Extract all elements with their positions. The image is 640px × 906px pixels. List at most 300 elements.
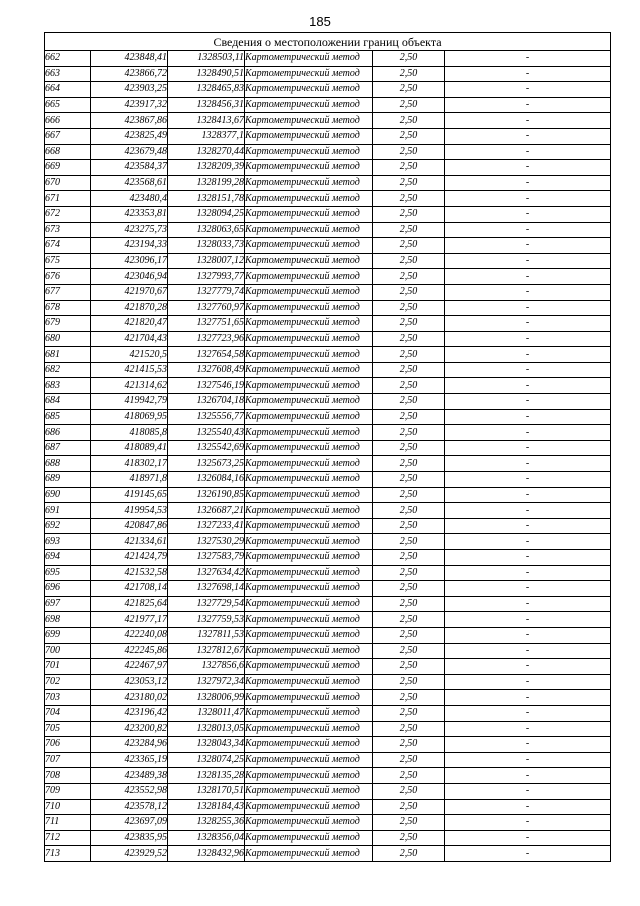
method-cell: Картометрический метод — [245, 674, 373, 690]
y-coordinate-cell: 1327759,53 — [168, 612, 245, 628]
table-row — [45, 284, 611, 300]
point-number-cell: 696 — [45, 581, 91, 597]
method-cell: Картометрический метод — [245, 627, 373, 643]
description-cell: - — [445, 581, 611, 597]
point-number-cell: 676 — [45, 269, 91, 285]
precision-cell: 2,50 — [373, 705, 445, 721]
table-row — [45, 394, 611, 410]
precision-cell: 2,50 — [373, 487, 445, 503]
precision-cell: 2,50 — [373, 175, 445, 191]
precision-cell: 2,50 — [373, 284, 445, 300]
method-cell: Картометрический метод — [245, 518, 373, 534]
table-row — [45, 830, 611, 846]
description-cell: - — [445, 830, 611, 846]
table-row — [45, 300, 611, 316]
description-cell: - — [445, 82, 611, 98]
table-row — [45, 128, 611, 144]
page-number: 185 — [309, 14, 331, 29]
method-cell: Картометрический метод — [245, 269, 373, 285]
point-number-cell: 687 — [45, 440, 91, 456]
x-coordinate-cell: 423903,25 — [91, 82, 168, 98]
method-cell: Картометрический метод — [245, 659, 373, 675]
precision-cell: 2,50 — [373, 144, 445, 160]
description-cell: - — [445, 565, 611, 581]
point-number-cell: 684 — [45, 394, 91, 410]
description-cell: - — [445, 409, 611, 425]
x-coordinate-cell: 423835,95 — [91, 830, 168, 846]
x-coordinate-cell: 423480,4 — [91, 191, 168, 207]
y-coordinate-cell: 1327583,79 — [168, 550, 245, 566]
description-cell: - — [445, 705, 611, 721]
description-cell: - — [445, 191, 611, 207]
table-row — [45, 222, 611, 238]
y-coordinate-cell: 1325542,69 — [168, 440, 245, 456]
y-coordinate-cell: 1327812,67 — [168, 643, 245, 659]
point-number-cell: 680 — [45, 331, 91, 347]
x-coordinate-cell: 422240,08 — [91, 627, 168, 643]
point-number-cell: 698 — [45, 612, 91, 628]
precision-cell: 2,50 — [373, 690, 445, 706]
description-cell: - — [445, 128, 611, 144]
y-coordinate-cell: 1328170,51 — [168, 783, 245, 799]
point-number-cell: 662 — [45, 51, 91, 67]
table-row — [45, 160, 611, 176]
point-number-cell: 673 — [45, 222, 91, 238]
method-cell: Картометрический метод — [245, 846, 373, 862]
y-coordinate-cell: 1328184,43 — [168, 799, 245, 815]
method-cell: Картометрический метод — [245, 768, 373, 784]
boundary-coordinates-table — [44, 32, 611, 862]
method-cell: Картометрический метод — [245, 82, 373, 98]
table-row — [45, 191, 611, 207]
point-number-cell: 708 — [45, 768, 91, 784]
description-cell: - — [445, 284, 611, 300]
method-cell: Картометрический метод — [245, 721, 373, 737]
x-coordinate-cell: 423917,32 — [91, 97, 168, 113]
precision-cell: 2,50 — [373, 518, 445, 534]
point-number-cell: 670 — [45, 175, 91, 191]
precision-cell: 2,50 — [373, 612, 445, 628]
point-number-cell: 702 — [45, 674, 91, 690]
y-coordinate-cell: 1327729,54 — [168, 596, 245, 612]
x-coordinate-cell: 423578,12 — [91, 799, 168, 815]
table-row — [45, 752, 611, 768]
method-cell: Картометрический метод — [245, 300, 373, 316]
y-coordinate-cell: 1328503,11 — [168, 51, 245, 67]
precision-cell: 2,50 — [373, 721, 445, 737]
method-cell: Картометрический метод — [245, 581, 373, 597]
x-coordinate-cell: 421970,67 — [91, 284, 168, 300]
y-coordinate-cell: 1328135,28 — [168, 768, 245, 784]
precision-cell: 2,50 — [373, 191, 445, 207]
x-coordinate-cell: 423284,96 — [91, 737, 168, 753]
method-cell: Картометрический метод — [245, 643, 373, 659]
point-number-cell: 663 — [45, 66, 91, 82]
x-coordinate-cell: 421415,53 — [91, 362, 168, 378]
table-row — [45, 97, 611, 113]
y-coordinate-cell: 1326190,85 — [168, 487, 245, 503]
description-cell: - — [445, 113, 611, 129]
table-row — [45, 659, 611, 675]
table-row — [45, 815, 611, 831]
point-number-cell: 705 — [45, 721, 91, 737]
point-number-cell: 713 — [45, 846, 91, 862]
table-row — [45, 378, 611, 394]
table-row — [45, 503, 611, 519]
table-row — [45, 440, 611, 456]
y-coordinate-cell: 1327811,53 — [168, 627, 245, 643]
point-number-cell: 700 — [45, 643, 91, 659]
point-number-cell: 692 — [45, 518, 91, 534]
precision-cell: 2,50 — [373, 222, 445, 238]
y-coordinate-cell: 1327233,41 — [168, 518, 245, 534]
x-coordinate-cell: 418089,41 — [91, 440, 168, 456]
precision-cell: 2,50 — [373, 846, 445, 862]
y-coordinate-cell: 1326687,21 — [168, 503, 245, 519]
precision-cell: 2,50 — [373, 503, 445, 519]
method-cell: Картометрический метод — [245, 409, 373, 425]
point-number-cell: 671 — [45, 191, 91, 207]
point-number-cell: 709 — [45, 783, 91, 799]
y-coordinate-cell: 1328063,65 — [168, 222, 245, 238]
x-coordinate-cell: 418069,95 — [91, 409, 168, 425]
point-number-cell: 694 — [45, 550, 91, 566]
y-coordinate-cell: 1327530,29 — [168, 534, 245, 550]
method-cell: Картометрический метод — [245, 206, 373, 222]
method-cell: Картометрический метод — [245, 51, 373, 67]
description-cell: - — [445, 768, 611, 784]
x-coordinate-cell: 423866,72 — [91, 66, 168, 82]
precision-cell: 2,50 — [373, 394, 445, 410]
description-cell: - — [445, 815, 611, 831]
precision-cell: 2,50 — [373, 425, 445, 441]
method-cell: Картометрический метод — [245, 737, 373, 753]
x-coordinate-cell: 418085,8 — [91, 425, 168, 441]
x-coordinate-cell: 421424,79 — [91, 550, 168, 566]
precision-cell: 2,50 — [373, 627, 445, 643]
y-coordinate-cell: 1328151,78 — [168, 191, 245, 207]
y-coordinate-cell: 1327972,34 — [168, 674, 245, 690]
y-coordinate-cell: 1328094,25 — [168, 206, 245, 222]
precision-cell: 2,50 — [373, 534, 445, 550]
precision-cell: 2,50 — [373, 659, 445, 675]
y-coordinate-cell: 1326084,16 — [168, 472, 245, 488]
precision-cell: 2,50 — [373, 269, 445, 285]
x-coordinate-cell: 423365,19 — [91, 752, 168, 768]
precision-cell: 2,50 — [373, 409, 445, 425]
table-row — [45, 456, 611, 472]
method-cell: Картометрический метод — [245, 596, 373, 612]
table-row — [45, 550, 611, 566]
y-coordinate-cell: 1328199,28 — [168, 175, 245, 191]
method-cell: Картометрический метод — [245, 550, 373, 566]
x-coordinate-cell: 423867,86 — [91, 113, 168, 129]
description-cell: - — [445, 596, 611, 612]
description-cell: - — [445, 300, 611, 316]
method-cell: Картометрический метод — [245, 487, 373, 503]
y-coordinate-cell: 1328377,1 — [168, 128, 245, 144]
y-coordinate-cell: 1328356,04 — [168, 830, 245, 846]
x-coordinate-cell: 423194,33 — [91, 238, 168, 254]
description-cell: - — [445, 674, 611, 690]
method-cell: Картометрический метод — [245, 97, 373, 113]
description-cell: - — [445, 97, 611, 113]
table-row — [45, 51, 611, 67]
point-number-cell: 703 — [45, 690, 91, 706]
description-cell: - — [445, 550, 611, 566]
precision-cell: 2,50 — [373, 66, 445, 82]
method-cell: Картометрический метод — [245, 331, 373, 347]
y-coordinate-cell: 1328413,67 — [168, 113, 245, 129]
table-row — [45, 799, 611, 815]
point-number-cell: 689 — [45, 472, 91, 488]
method-cell: Картометрический метод — [245, 394, 373, 410]
x-coordinate-cell: 423489,38 — [91, 768, 168, 784]
point-number-cell: 695 — [45, 565, 91, 581]
x-coordinate-cell: 423929,52 — [91, 846, 168, 862]
point-number-cell: 711 — [45, 815, 91, 831]
description-cell: - — [445, 394, 611, 410]
precision-cell: 2,50 — [373, 113, 445, 129]
y-coordinate-cell: 1328209,39 — [168, 160, 245, 176]
description-cell: - — [445, 66, 611, 82]
table-row — [45, 66, 611, 82]
point-number-cell: 701 — [45, 659, 91, 675]
table-row — [45, 581, 611, 597]
precision-cell: 2,50 — [373, 253, 445, 269]
table-row — [45, 612, 611, 628]
point-number-cell: 712 — [45, 830, 91, 846]
table-row — [45, 643, 611, 659]
description-cell: - — [445, 487, 611, 503]
description-cell: - — [445, 206, 611, 222]
x-coordinate-cell: 418971,8 — [91, 472, 168, 488]
point-number-cell: 685 — [45, 409, 91, 425]
table-caption: Сведения о местоположении границ объекта — [45, 33, 611, 51]
description-cell: - — [445, 518, 611, 534]
y-coordinate-cell: 1328432,96 — [168, 846, 245, 862]
precision-cell: 2,50 — [373, 378, 445, 394]
description-cell: - — [445, 612, 611, 628]
precision-cell: 2,50 — [373, 768, 445, 784]
x-coordinate-cell: 421532,58 — [91, 565, 168, 581]
method-cell: Картометрический метод — [245, 378, 373, 394]
y-coordinate-cell: 1327634,42 — [168, 565, 245, 581]
description-cell: - — [445, 846, 611, 862]
table-row — [45, 269, 611, 285]
method-cell: Картометрический метод — [245, 503, 373, 519]
method-cell: Картометрический метод — [245, 565, 373, 581]
precision-cell: 2,50 — [373, 737, 445, 753]
x-coordinate-cell: 419942,79 — [91, 394, 168, 410]
point-number-cell: 664 — [45, 82, 91, 98]
point-number-cell: 707 — [45, 752, 91, 768]
table-row — [45, 316, 611, 332]
method-cell: Картометрический метод — [245, 690, 373, 706]
description-cell: - — [445, 721, 611, 737]
point-number-cell: 706 — [45, 737, 91, 753]
x-coordinate-cell: 421977,17 — [91, 612, 168, 628]
description-cell: - — [445, 440, 611, 456]
method-cell: Картометрический метод — [245, 705, 373, 721]
y-coordinate-cell: 1327751,65 — [168, 316, 245, 332]
y-coordinate-cell: 1327654,58 — [168, 347, 245, 363]
table-caption-row — [45, 33, 611, 51]
method-cell: Картометрический метод — [245, 128, 373, 144]
description-cell: - — [445, 799, 611, 815]
precision-cell: 2,50 — [373, 362, 445, 378]
y-coordinate-cell: 1328007,12 — [168, 253, 245, 269]
x-coordinate-cell: 423046,94 — [91, 269, 168, 285]
x-coordinate-cell: 423848,41 — [91, 51, 168, 67]
method-cell: Картометрический метод — [245, 534, 373, 550]
y-coordinate-cell: 1327608,49 — [168, 362, 245, 378]
precision-cell: 2,50 — [373, 206, 445, 222]
table-row — [45, 175, 611, 191]
method-cell: Картометрический метод — [245, 362, 373, 378]
x-coordinate-cell: 421870,28 — [91, 300, 168, 316]
method-cell: Картометрический метод — [245, 456, 373, 472]
method-cell: Картометрический метод — [245, 238, 373, 254]
table-row — [45, 737, 611, 753]
method-cell: Картометрический метод — [245, 222, 373, 238]
table-row — [45, 362, 611, 378]
table-row — [45, 472, 611, 488]
point-number-cell: 682 — [45, 362, 91, 378]
precision-cell: 2,50 — [373, 596, 445, 612]
precision-cell: 2,50 — [373, 128, 445, 144]
precision-cell: 2,50 — [373, 581, 445, 597]
description-cell: - — [445, 627, 611, 643]
x-coordinate-cell: 423825,49 — [91, 128, 168, 144]
table-row — [45, 347, 611, 363]
x-coordinate-cell: 423697,09 — [91, 815, 168, 831]
x-coordinate-cell: 422245,86 — [91, 643, 168, 659]
point-number-cell: 688 — [45, 456, 91, 472]
description-cell: - — [445, 534, 611, 550]
point-number-cell: 672 — [45, 206, 91, 222]
description-cell: - — [445, 362, 611, 378]
point-number-cell: 683 — [45, 378, 91, 394]
method-cell: Картометрический метод — [245, 284, 373, 300]
method-cell: Картометрический метод — [245, 752, 373, 768]
x-coordinate-cell: 421708,14 — [91, 581, 168, 597]
precision-cell: 2,50 — [373, 799, 445, 815]
precision-cell: 2,50 — [373, 830, 445, 846]
x-coordinate-cell: 421334,61 — [91, 534, 168, 550]
method-cell: Картометрический метод — [245, 425, 373, 441]
y-coordinate-cell: 1328011,47 — [168, 705, 245, 721]
x-coordinate-cell: 420847,86 — [91, 518, 168, 534]
y-coordinate-cell: 1328456,31 — [168, 97, 245, 113]
y-coordinate-cell: 1328033,73 — [168, 238, 245, 254]
point-number-cell: 669 — [45, 160, 91, 176]
description-cell: - — [445, 160, 611, 176]
precision-cell: 2,50 — [373, 300, 445, 316]
point-number-cell: 681 — [45, 347, 91, 363]
point-number-cell: 677 — [45, 284, 91, 300]
point-number-cell: 667 — [45, 128, 91, 144]
y-coordinate-cell: 1325673,25 — [168, 456, 245, 472]
x-coordinate-cell: 421820,47 — [91, 316, 168, 332]
point-number-cell: 699 — [45, 627, 91, 643]
y-coordinate-cell: 1327546,19 — [168, 378, 245, 394]
table-body — [45, 51, 611, 862]
table-row — [45, 206, 611, 222]
description-cell: - — [445, 253, 611, 269]
y-coordinate-cell: 1327698,14 — [168, 581, 245, 597]
point-number-cell: 693 — [45, 534, 91, 550]
precision-cell: 2,50 — [373, 238, 445, 254]
precision-cell: 2,50 — [373, 316, 445, 332]
method-cell: Картометрический метод — [245, 799, 373, 815]
method-cell: Картометрический метод — [245, 612, 373, 628]
description-cell: - — [445, 331, 611, 347]
y-coordinate-cell: 1328490,51 — [168, 66, 245, 82]
x-coordinate-cell: 421520,5 — [91, 347, 168, 363]
method-cell: Картометрический метод — [245, 144, 373, 160]
table-row — [45, 425, 611, 441]
method-cell: Картометрический метод — [245, 316, 373, 332]
table-row — [45, 113, 611, 129]
precision-cell: 2,50 — [373, 550, 445, 566]
description-cell: - — [445, 144, 611, 160]
precision-cell: 2,50 — [373, 347, 445, 363]
x-coordinate-cell: 419145,65 — [91, 487, 168, 503]
x-coordinate-cell: 423679,48 — [91, 144, 168, 160]
precision-cell: 2,50 — [373, 815, 445, 831]
x-coordinate-cell: 423552,98 — [91, 783, 168, 799]
table-row — [45, 846, 611, 862]
point-number-cell: 690 — [45, 487, 91, 503]
y-coordinate-cell: 1327760,97 — [168, 300, 245, 316]
x-coordinate-cell: 423096,17 — [91, 253, 168, 269]
description-cell: - — [445, 456, 611, 472]
description-cell: - — [445, 503, 611, 519]
point-number-cell: 675 — [45, 253, 91, 269]
y-coordinate-cell: 1328465,83 — [168, 82, 245, 98]
point-number-cell: 665 — [45, 97, 91, 113]
point-number-cell: 668 — [45, 144, 91, 160]
point-number-cell: 666 — [45, 113, 91, 129]
description-cell: - — [445, 472, 611, 488]
method-cell: Картометрический метод — [245, 66, 373, 82]
method-cell: Картометрический метод — [245, 253, 373, 269]
point-number-cell: 697 — [45, 596, 91, 612]
y-coordinate-cell: 1327779,74 — [168, 284, 245, 300]
point-number-cell: 674 — [45, 238, 91, 254]
description-cell: - — [445, 737, 611, 753]
point-number-cell: 678 — [45, 300, 91, 316]
point-number-cell: 686 — [45, 425, 91, 441]
precision-cell: 2,50 — [373, 472, 445, 488]
method-cell: Картометрический метод — [245, 440, 373, 456]
y-coordinate-cell: 1328270,44 — [168, 144, 245, 160]
table-row — [45, 721, 611, 737]
x-coordinate-cell: 418302,17 — [91, 456, 168, 472]
y-coordinate-cell: 1327856,6 — [168, 659, 245, 675]
description-cell: - — [445, 425, 611, 441]
table-row — [45, 596, 611, 612]
table-row — [45, 768, 611, 784]
y-coordinate-cell: 1325540,43 — [168, 425, 245, 441]
x-coordinate-cell: 423180,02 — [91, 690, 168, 706]
x-coordinate-cell: 423053,12 — [91, 674, 168, 690]
x-coordinate-cell: 421825,64 — [91, 596, 168, 612]
description-cell: - — [445, 347, 611, 363]
table-row — [45, 487, 611, 503]
y-coordinate-cell: 1328074,25 — [168, 752, 245, 768]
